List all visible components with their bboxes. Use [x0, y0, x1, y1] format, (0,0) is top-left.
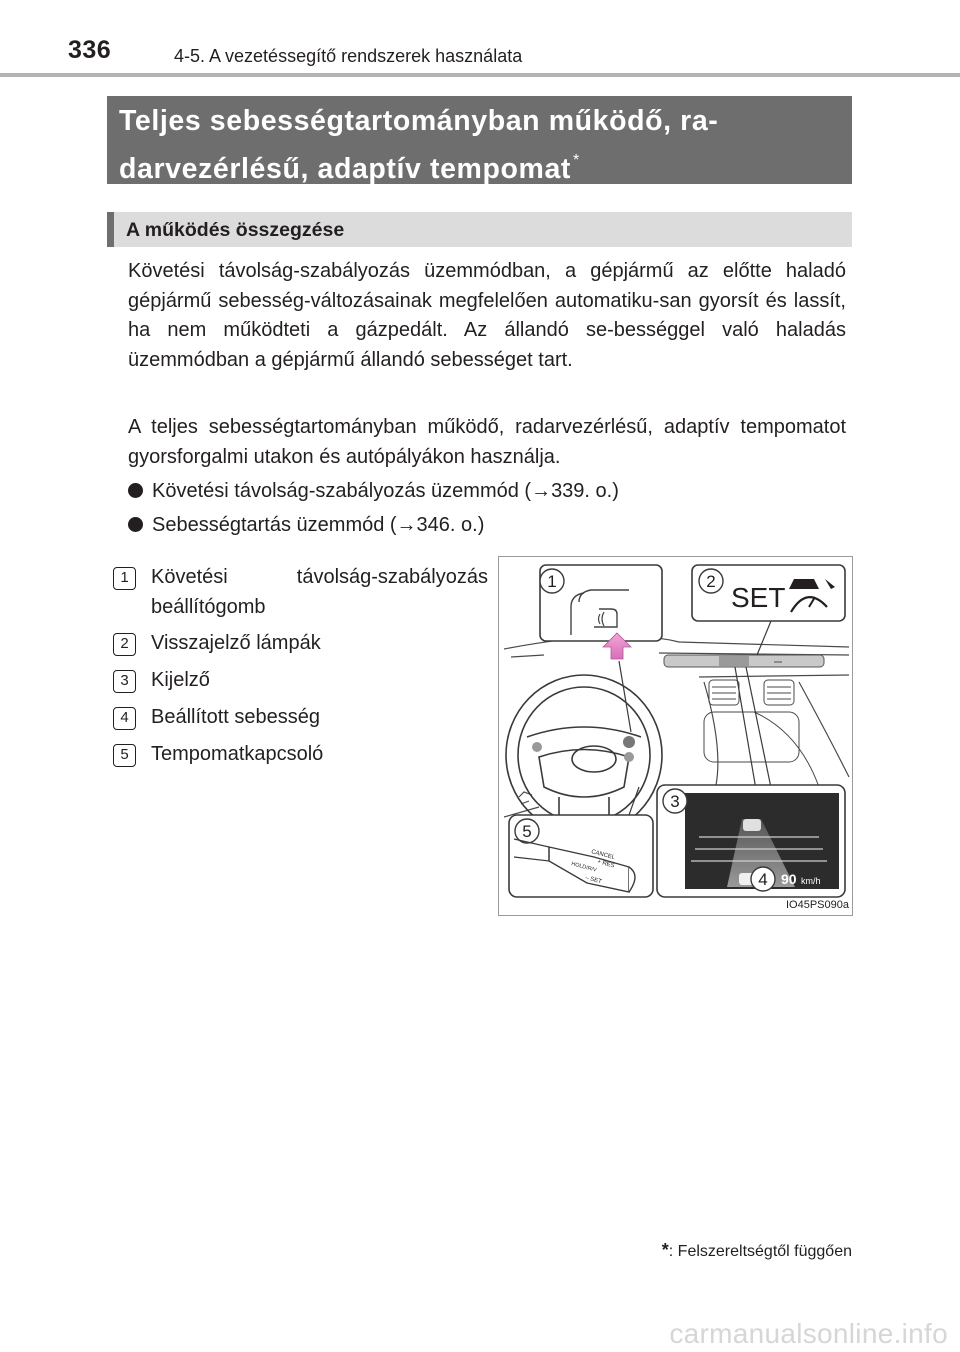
- subheading-label: A működés összegzése: [126, 219, 345, 241]
- page-header: [0, 0, 960, 80]
- section-title: [107, 96, 852, 184]
- footnote-text: : Felszereltségtől függően: [668, 1243, 852, 1260]
- bullet-dot-icon: [128, 517, 143, 532]
- dashboard-drawing: [499, 557, 854, 917]
- legend-text: Visszajelző lámpák: [151, 632, 321, 654]
- lever-label: + RES: [596, 859, 615, 870]
- legend-text: Beállított sebesség: [151, 706, 320, 728]
- steering-wheel: [506, 675, 662, 835]
- lever-label: – SET: [584, 875, 603, 886]
- wheel-button-icon: [532, 742, 542, 752]
- legend-text: Kijelző: [151, 669, 210, 691]
- lever-label: HOLD/R/V: [570, 861, 598, 874]
- legend-text: Tempomatkapcsoló: [151, 743, 324, 765]
- air-vents: [704, 680, 819, 787]
- dashboard-illustration: [498, 556, 853, 916]
- bullet-dot-icon: [128, 483, 143, 498]
- wheel-button-icon: [624, 752, 634, 762]
- header-divider: [0, 73, 960, 77]
- lever-label: CANCEL: [590, 849, 616, 862]
- title-footnote-marker: *: [573, 152, 580, 169]
- callout-number: 2: [706, 572, 716, 591]
- page-number: 336: [68, 36, 112, 64]
- legend-number-badge: 1: [113, 567, 136, 590]
- section-reference: 4-5. A vezetéssegítő rendszerek használata: [174, 46, 523, 66]
- title-line-2: darvezérlésű, adaptív tempomat *: [119, 152, 580, 185]
- legend-number-badge: 2: [113, 633, 136, 656]
- bullet-text: Követési távolság-szabályozás üzemmód (→339. o.): [152, 480, 619, 502]
- figure-code: IO45PS090a: [786, 899, 849, 911]
- paragraph-operation-summary: Követési távolság-szabályozás üzemmódban, a gépjármű az előtte haladó gépjármű sebesség-változásainak megfelelően automatiku-san gyorsít és lassít, ha nem működteti a gázpedált. Az állandó se-bességgel való haladás üzemmódban a gépjármű állandó sebességet tart.: [128, 260, 846, 372]
- set-indicator-text: SET: [731, 582, 786, 613]
- hud-active-segment: [719, 656, 749, 666]
- set-speed-unit: km/h: [801, 876, 821, 886]
- wheel-button-icon: [623, 736, 635, 748]
- subheading: [107, 212, 852, 247]
- footnote: [662, 1240, 852, 1261]
- bullet-text: Sebességtartás üzemmód (→346. o.): [152, 514, 485, 536]
- bullet-item: [128, 477, 619, 506]
- callout-number: 4: [758, 870, 768, 889]
- preceding-vehicle-icon: [743, 819, 761, 831]
- subheading-accent-bar: [107, 212, 114, 247]
- legend-number-badge: 3: [113, 670, 136, 693]
- legend-number-badge: 4: [113, 707, 136, 730]
- set-speed-value: 90: [781, 871, 797, 887]
- legend-number-badge: 5: [113, 744, 136, 767]
- legend-text: távolság-szabályozás: [296, 566, 488, 588]
- watermark: carmanualsonline.info: [669, 1318, 948, 1349]
- callout-number: 1: [547, 572, 557, 591]
- legend-text: beállítógomb: [151, 595, 266, 618]
- callout-number: 3: [670, 792, 680, 811]
- paragraph-usage: A teljes sebességtartományban működő, radarvezérlésű, adaptív tempomatot gyorsforgalmi utakon és autópályákon használja.: [128, 416, 846, 468]
- title-line-1: Teljes sebességtartományban működő, ra-: [119, 105, 719, 137]
- legend-text: Követési: [151, 566, 228, 588]
- footnote-asterisk-icon: *: [661, 1240, 669, 1260]
- bullet-item: [128, 511, 484, 540]
- callout-number: 5: [522, 822, 532, 841]
